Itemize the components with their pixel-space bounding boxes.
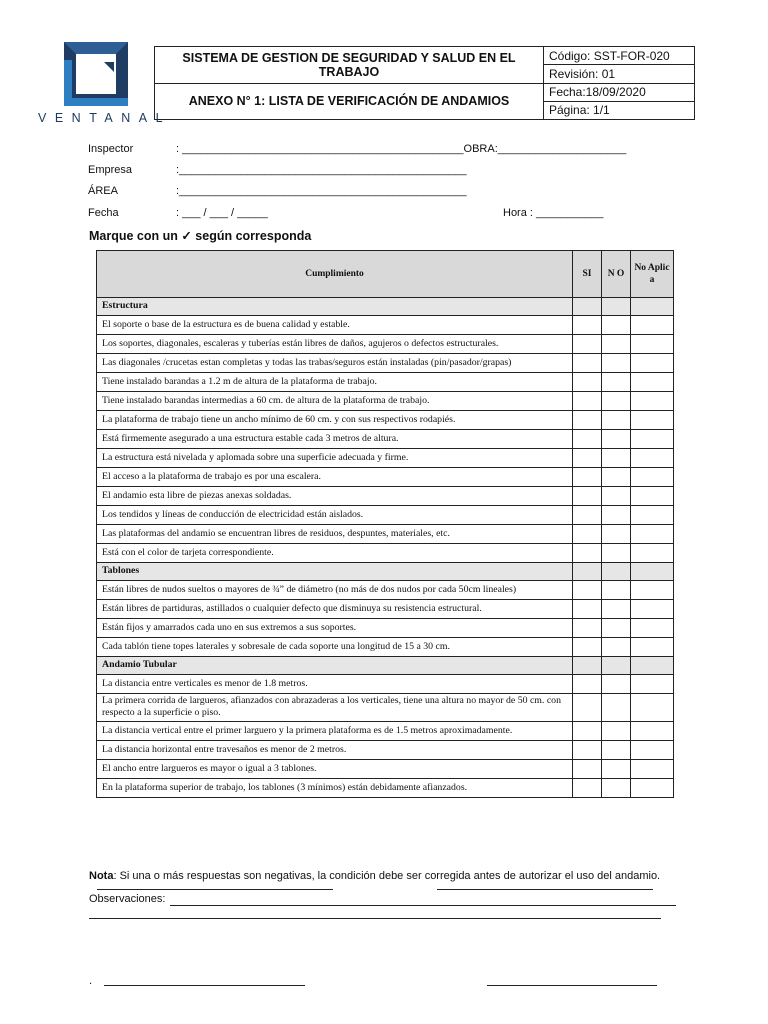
checklist-item-text: Tiene instalado barandas a 1.2 m de altura de la plataforma de trabajo. [97, 373, 573, 392]
no-checkbox-cell[interactable] [602, 373, 631, 392]
no-checkbox-cell[interactable] [602, 354, 631, 373]
checklist-item-text: Tiene instalado barandas intermedias a 60 cm. de altura de la plataforma de trabajo. [97, 392, 573, 411]
annex-title: ANEXO N° 1: LISTA DE VERIFICACIÓN DE ANDAMIOS [155, 83, 544, 120]
no-aplica-checkbox-cell[interactable] [631, 694, 674, 722]
no-aplica-checkbox-cell[interactable] [631, 619, 674, 638]
no-checkbox-cell[interactable] [602, 487, 631, 506]
no-aplica-checkbox-cell[interactable] [631, 778, 674, 797]
checklist-row [97, 721, 674, 740]
no-aplica-checkbox-cell[interactable] [631, 487, 674, 506]
no-checkbox-cell[interactable] [602, 468, 631, 487]
checklist-item-text: Está firmemente asegurado a una estructura estable cada 3 metros de altura. [97, 430, 573, 449]
no-checkbox-cell[interactable] [602, 638, 631, 657]
si-checkbox-cell[interactable] [573, 335, 602, 354]
checklist-row [97, 411, 674, 430]
no-aplica-checkbox-cell[interactable] [631, 721, 674, 740]
checklist-row [97, 638, 674, 657]
note-text: : Si una o más respuestas son negativas, la condición debe ser corregida antes de autorizar el uso del andamio. [113, 870, 661, 882]
section-blank-cell [631, 563, 674, 581]
no-aplica-checkbox-cell[interactable] [631, 544, 674, 563]
no-checkbox-cell[interactable] [602, 619, 631, 638]
observaciones-line-2[interactable] [89, 918, 661, 919]
no-checkbox-cell[interactable] [602, 740, 631, 759]
section-blank-cell [602, 657, 631, 675]
note-underline-left [97, 889, 333, 890]
no-aplica-checkbox-cell[interactable] [631, 506, 674, 525]
checklist-row [97, 373, 674, 392]
checklist-item-text: Están libres de partiduras, astillados o cualquier defecto que disminuya su resistencia estructural. [97, 600, 573, 619]
si-checkbox-cell[interactable] [573, 373, 602, 392]
si-checkbox-cell[interactable] [573, 619, 602, 638]
header-no: N O [602, 251, 631, 298]
section-title: Andamio Tubular [97, 657, 573, 675]
no-checkbox-cell[interactable] [602, 721, 631, 740]
header-no-aplica: No Aplic a [631, 251, 674, 298]
no-aplica-checkbox-cell[interactable] [631, 675, 674, 694]
company-name: VENTANAL [38, 111, 172, 125]
no-aplica-checkbox-cell[interactable] [631, 430, 674, 449]
section-row [97, 298, 674, 316]
note-label: Nota [89, 870, 114, 882]
no-aplica-checkbox-cell[interactable] [631, 373, 674, 392]
si-checkbox-cell[interactable] [573, 411, 602, 430]
doc-revision: Revisión: 01 [544, 65, 695, 83]
checklist-item-text: La distancia vertical entre el primer larguero y la primera plataforma es de 1.5 metros aproximadamente. [97, 721, 573, 740]
fecha-field[interactable] [88, 207, 268, 219]
header-si: SI [573, 251, 602, 298]
checklist-row [97, 740, 674, 759]
checklist-row [97, 600, 674, 619]
si-checkbox-cell[interactable] [573, 581, 602, 600]
no-aplica-checkbox-cell[interactable] [631, 316, 674, 335]
si-checkbox-cell[interactable] [573, 721, 602, 740]
section-blank-cell [573, 657, 602, 675]
no-checkbox-cell[interactable] [602, 759, 631, 778]
no-checkbox-cell[interactable] [602, 778, 631, 797]
section-blank-cell [631, 657, 674, 675]
checklist-row [97, 354, 674, 373]
si-checkbox-cell[interactable] [573, 430, 602, 449]
si-checkbox-cell[interactable] [573, 544, 602, 563]
si-checkbox-cell[interactable] [573, 468, 602, 487]
doc-page: Página: 1/1 [544, 101, 695, 119]
checklist-table [96, 250, 674, 798]
si-checkbox-cell[interactable] [573, 778, 602, 797]
checklist-item-text: Están libres de nudos sueltos o mayores de ¾” de diámetro (no más de dos nudos por cada 50cm lineales) [97, 581, 573, 600]
no-aplica-checkbox-cell[interactable] [631, 638, 674, 657]
no-aplica-checkbox-cell[interactable] [631, 468, 674, 487]
no-aplica-checkbox-cell[interactable] [631, 581, 674, 600]
doc-date: Fecha:18/09/2020 [544, 83, 695, 101]
note [89, 870, 689, 882]
checklist-item-text: Cada tablón tiene topes laterales y sobresale de cada soporte una longitud de 15 a 30 cm. [97, 638, 573, 657]
note-underline-right [437, 889, 653, 890]
no-aplica-checkbox-cell[interactable] [631, 392, 674, 411]
si-checkbox-cell[interactable] [573, 525, 602, 544]
section-title: Tablones [97, 563, 573, 581]
si-checkbox-cell[interactable] [573, 354, 602, 373]
checklist-item-text: El ancho entre largueros es mayor o igual a 3 tablones. [97, 759, 573, 778]
no-aplica-checkbox-cell[interactable] [631, 740, 674, 759]
signature-line-inspector[interactable] [104, 985, 305, 986]
no-aplica-checkbox-cell[interactable] [631, 600, 674, 619]
hora-field[interactable] [503, 207, 603, 219]
inspector-label: Inspector [88, 143, 134, 155]
area-field[interactable] [88, 185, 467, 197]
checklist-row [97, 506, 674, 525]
checklist-item-text: Los soportes, diagonales, escaleras y tuberías están libres de daños, agujeros o defectos estructurales. [97, 335, 573, 354]
checklist-row [97, 316, 674, 335]
checklist-item-text: La distancia entre verticales es menor de 1.8 metros. [97, 675, 573, 694]
signature-mark: . [89, 975, 93, 987]
fecha-label: Fecha [88, 207, 119, 219]
no-checkbox-cell[interactable] [602, 675, 631, 694]
checklist-row [97, 778, 674, 797]
instruction-text: Marque con un ✓ según corresponda [89, 229, 312, 243]
section-row [97, 657, 674, 675]
si-checkbox-cell[interactable] [573, 740, 602, 759]
no-aplica-checkbox-cell[interactable] [631, 335, 674, 354]
checklist-row [97, 694, 674, 722]
no-aplica-checkbox-cell[interactable] [631, 449, 674, 468]
checklist-row [97, 487, 674, 506]
no-checkbox-cell[interactable] [602, 581, 631, 600]
checklist-item-text: El acceso a la plataforma de trabajo es por una escalera. [97, 468, 573, 487]
document-header [154, 46, 695, 120]
checklist-item-text: El andamio esta libre de piezas anexas soldadas. [97, 487, 573, 506]
checklist-item-text: Están fijos y amarrados cada uno en sus extremos a sus soportes. [97, 619, 573, 638]
checklist-item-text: En la plataforma superior de trabajo, los tablones (3 mínimos) están debidamente afianzados. [97, 778, 573, 797]
checklist-row [97, 392, 674, 411]
section-blank-cell [602, 563, 631, 581]
checklist-item-text: El soporte o base de la estructura es de buena calidad y estable. [97, 316, 573, 335]
section-blank-cell [573, 298, 602, 316]
si-checkbox-cell[interactable] [573, 449, 602, 468]
section-blank-cell [631, 298, 674, 316]
no-checkbox-cell[interactable] [602, 449, 631, 468]
header-cumplimiento: Cumplimiento [97, 251, 573, 298]
checklist-header-row [97, 251, 674, 298]
doc-code: Código: SST-FOR-020 [544, 47, 695, 65]
si-checkbox-cell[interactable] [573, 638, 602, 657]
observaciones-line-1[interactable] [170, 905, 676, 906]
no-checkbox-cell[interactable] [602, 392, 631, 411]
empresa-blank[interactable]: :_______________________________________________ [176, 164, 467, 176]
checklist-item-text: Las diagonales /crucetas estan completas y todas las trabas/seguros están instaladas (pin/pasador/grapas) [97, 354, 573, 373]
area-blank[interactable]: :_______________________________________________ [176, 185, 467, 197]
observaciones-label: Observaciones: [89, 893, 166, 905]
checklist-row [97, 619, 674, 638]
inspector-blank[interactable]: : ______________________________________________OBRA:_____________________ [176, 143, 627, 155]
system-title: SISTEMA DE GESTION DE SEGURIDAD Y SALUD EN EL TRABAJO [155, 47, 544, 84]
section-blank-cell [602, 298, 631, 316]
si-checkbox-cell[interactable] [573, 675, 602, 694]
no-checkbox-cell[interactable] [602, 544, 631, 563]
empresa-label: Empresa [88, 164, 133, 176]
no-checkbox-cell[interactable] [602, 600, 631, 619]
checklist-row [97, 430, 674, 449]
section-blank-cell [573, 563, 602, 581]
checklist-item-text: Está con el color de tarjeta correspondiente. [97, 544, 573, 563]
area-label: ÁREA [88, 185, 118, 197]
checklist-item-text: Los tendidos y líneas de conducción de electricidad están aislados. [97, 506, 573, 525]
signature-line-supervisor[interactable] [487, 985, 657, 986]
checklist-row [97, 675, 674, 694]
checklist-row [97, 581, 674, 600]
checklist-item-text: La distancia horizontal entre travesaños es menor de 2 metros. [97, 740, 573, 759]
si-checkbox-cell[interactable] [573, 600, 602, 619]
checklist-row [97, 335, 674, 354]
checklist-item-text: La primera corrida de largueros, afianzados con abrazaderas a los verticales, tiene una altura no mayor de 50 cm. con respecto a la superficie o piso. [97, 694, 573, 722]
no-aplica-checkbox-cell[interactable] [631, 759, 674, 778]
no-checkbox-cell[interactable] [602, 430, 631, 449]
no-aplica-checkbox-cell[interactable] [631, 411, 674, 430]
no-checkbox-cell[interactable] [602, 525, 631, 544]
si-checkbox-cell[interactable] [573, 694, 602, 722]
si-checkbox-cell[interactable] [573, 392, 602, 411]
fecha-blank[interactable]: : ___ / ___ / _____ [176, 207, 268, 219]
no-aplica-checkbox-cell[interactable] [631, 354, 674, 373]
si-checkbox-cell[interactable] [573, 487, 602, 506]
no-checkbox-cell[interactable] [602, 694, 631, 722]
checklist-row [97, 759, 674, 778]
checklist-item-text: La estructura está nivelada y aplomada sobre una superficie adecuada y firme. [97, 449, 573, 468]
empresa-field[interactable] [88, 164, 467, 176]
hora-label[interactable]: Hora : ___________ [503, 207, 604, 219]
no-aplica-checkbox-cell[interactable] [631, 525, 674, 544]
checklist-row [97, 468, 674, 487]
no-checkbox-cell[interactable] [602, 335, 631, 354]
si-checkbox-cell[interactable] [573, 316, 602, 335]
no-checkbox-cell[interactable] [602, 411, 631, 430]
no-checkbox-cell[interactable] [602, 506, 631, 525]
si-checkbox-cell[interactable] [573, 506, 602, 525]
section-title: Estructura [97, 298, 573, 316]
inspector-field[interactable] [88, 143, 626, 155]
checklist-row [97, 449, 674, 468]
checklist-row [97, 525, 674, 544]
checklist-item-text: La plataforma de trabajo tiene un ancho mínimo de 60 cm. y con sus respectivos rodapiés. [97, 411, 573, 430]
si-checkbox-cell[interactable] [573, 759, 602, 778]
checklist-row [97, 544, 674, 563]
no-checkbox-cell[interactable] [602, 316, 631, 335]
section-row [97, 563, 674, 581]
checklist-item-text: Las plataformas del andamio se encuentran libres de residuos, despuntes, materiales, etc. [97, 525, 573, 544]
